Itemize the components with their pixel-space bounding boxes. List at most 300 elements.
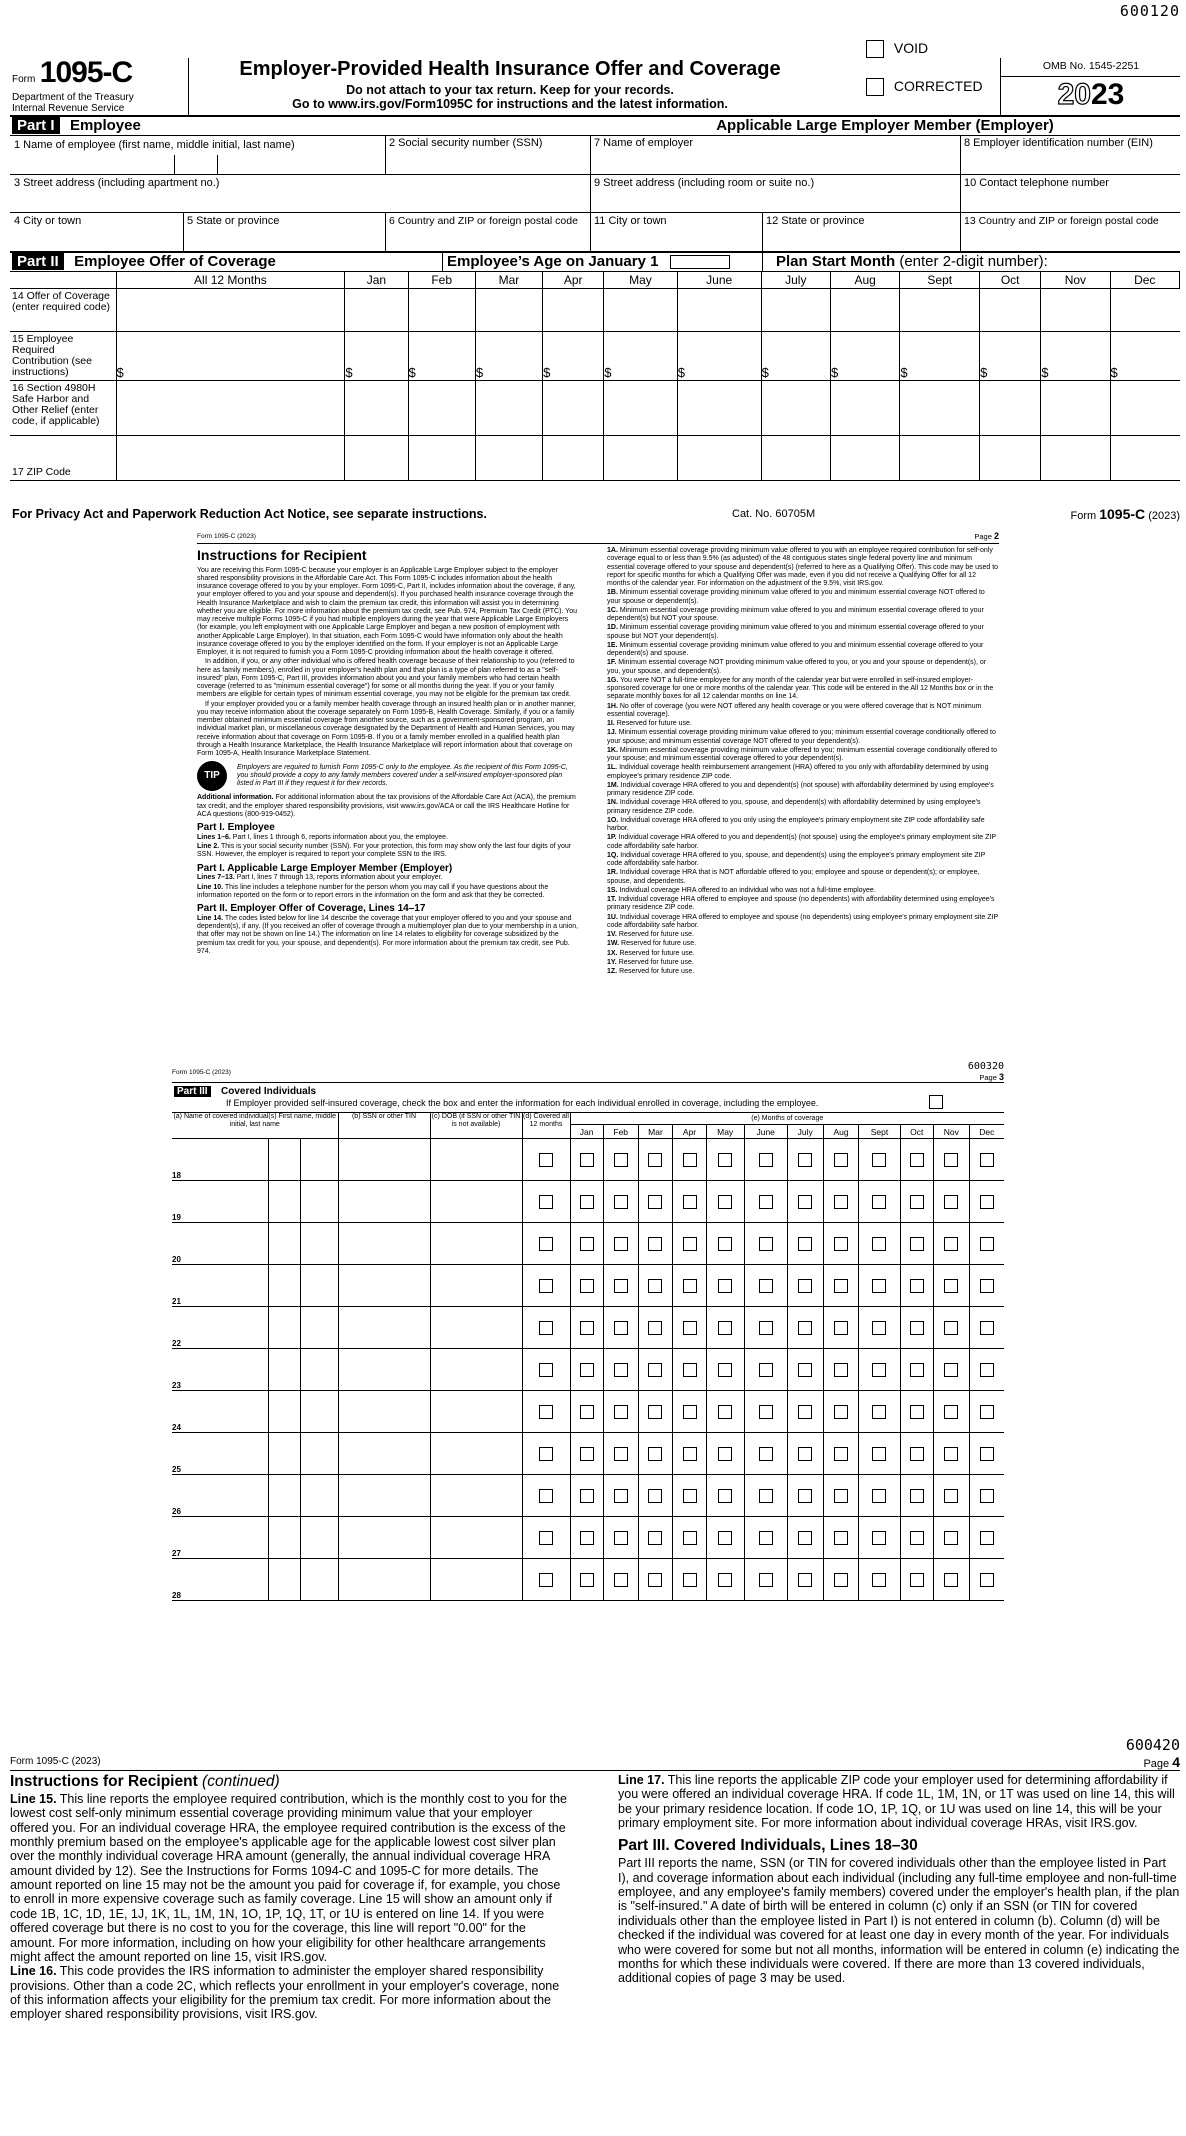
row-number-name-cell[interactable] [172,1223,268,1265]
name-part-cell[interactable] [268,1349,300,1391]
month-checkbox[interactable] [614,1405,628,1419]
cov-header-row [172,1113,1004,1125]
month-checkbox[interactable] [944,1447,958,1461]
offer-cell[interactable] [900,381,980,436]
name-part-cell[interactable] [300,1475,338,1517]
month-checkbox[interactable] [683,1489,697,1503]
ssn-cell[interactable] [338,1433,430,1475]
month-checkbox[interactable] [580,1531,594,1545]
row-number: 26 [172,1507,181,1516]
field-9-employer-street[interactable]: 9 Street address (including room or suite no.) [594,177,815,189]
offer-cell[interactable] [604,381,677,436]
month-checkbox[interactable] [614,1531,628,1545]
month-checkbox[interactable] [798,1405,812,1419]
month-coverage-cell [823,1559,859,1601]
offer-code: 1A. [607,547,618,554]
month-checkbox[interactable] [798,1153,812,1167]
offer-cell[interactable] [116,289,345,332]
month-checkbox[interactable] [980,1363,994,1377]
offer-cell[interactable] [761,436,830,481]
month-checkbox[interactable] [834,1153,848,1167]
month-checkbox[interactable] [944,1279,958,1293]
month-checkbox[interactable] [980,1279,994,1293]
month-checkbox[interactable] [798,1447,812,1461]
covered-all-12-checkbox[interactable] [539,1447,553,1461]
month-checkbox[interactable] [980,1573,994,1587]
month-checkbox[interactable] [718,1279,732,1293]
month-checkbox[interactable] [910,1279,924,1293]
name-part-cell[interactable] [300,1559,338,1601]
month-checkbox[interactable] [683,1363,697,1377]
month-checkbox[interactable] [872,1279,886,1293]
month-checkbox[interactable] [834,1573,848,1587]
ssn-cell[interactable] [338,1139,430,1181]
name-part-cell[interactable] [268,1223,300,1265]
offer-cell[interactable] [1041,436,1110,481]
offer-cell[interactable] [543,381,604,436]
dob-cell[interactable] [430,1391,522,1433]
name-part-cell[interactable] [300,1391,338,1433]
name-part-cell[interactable] [268,1391,300,1433]
ssn-cell[interactable] [338,1559,430,1601]
month-checkbox[interactable] [648,1363,662,1377]
field-2-ssn[interactable]: 2 Social security number (SSN) [389,137,543,149]
covered-all-12-checkbox[interactable] [539,1237,553,1251]
month-checkbox[interactable] [759,1195,773,1209]
month-checkbox[interactable] [759,1573,773,1587]
month-checkbox[interactable] [980,1153,994,1167]
offer-cell[interactable] [116,381,345,436]
void-checkbox[interactable] [866,40,884,58]
month-checkbox[interactable] [834,1237,848,1251]
month-coverage-cell [823,1433,859,1475]
month-checkbox[interactable] [683,1195,697,1209]
month-checkbox[interactable] [718,1531,732,1545]
month-checkbox[interactable] [580,1405,594,1419]
offer-cell[interactable] [677,381,761,436]
month-checkbox[interactable] [910,1531,924,1545]
month-checkbox[interactable] [648,1531,662,1545]
covered-all-12-checkbox[interactable] [539,1195,553,1209]
field-7-employer-name[interactable]: 7 Name of employer [594,137,694,149]
month-coverage-cell [933,1559,969,1601]
month-coverage-cell [823,1223,859,1265]
month-checkbox[interactable] [759,1321,773,1335]
offer-cell[interactable] [1110,289,1179,332]
offer-cell[interactable] [1110,332,1179,381]
employee-age-input[interactable] [670,255,730,269]
covered-all-12-cell [522,1475,570,1517]
covered-all-12-checkbox[interactable] [539,1279,553,1293]
month-checkbox[interactable] [614,1195,628,1209]
month-checkbox[interactable] [683,1321,697,1335]
covered-all-12-checkbox[interactable] [539,1321,553,1335]
offer-cell[interactable] [900,436,980,481]
name-part-cell[interactable] [300,1265,338,1307]
month-checkbox[interactable] [944,1153,958,1167]
month-checkbox[interactable] [872,1447,886,1461]
offer-cell[interactable] [980,332,1041,381]
offer-cell[interactable] [761,332,830,381]
month-checkbox[interactable] [798,1489,812,1503]
dob-cell[interactable] [430,1181,522,1223]
offer-cell[interactable] [543,436,604,481]
offer-code-item [607,914,999,931]
month-checkbox[interactable] [872,1363,886,1377]
offer-cell[interactable] [475,289,542,332]
row-number-name-cell[interactable] [172,1517,268,1559]
month-checkbox[interactable] [798,1363,812,1377]
field-5-state[interactable]: 5 State or province [187,215,280,227]
field-11-employer-city[interactable]: 11 City or town [594,215,667,227]
field-6-country-zip[interactable]: 6 Country and ZIP or foreign postal code [389,215,578,227]
offer-cell[interactable] [830,332,899,381]
offer-row-label: 16 Section 4980H Safe Harbor and Other Relief (enter code, if applicable) [10,381,116,436]
month-checkbox[interactable] [580,1573,594,1587]
month-checkbox[interactable] [834,1405,848,1419]
month-checkbox[interactable] [614,1279,628,1293]
name-part-cell[interactable] [300,1181,338,1223]
covered-all-12-checkbox[interactable] [539,1405,553,1419]
month-checkbox[interactable] [759,1405,773,1419]
month-checkbox[interactable] [872,1405,886,1419]
month-coverage-cell [706,1307,744,1349]
offer-cell[interactable] [1110,381,1179,436]
month-checkbox[interactable] [834,1489,848,1503]
month-checkbox[interactable] [614,1321,628,1335]
month-checkbox[interactable] [683,1279,697,1293]
month-coverage-cell [933,1181,969,1223]
month-checkbox[interactable] [759,1279,773,1293]
name-part-cell[interactable] [300,1223,338,1265]
month-checkbox[interactable] [580,1153,594,1167]
month-checkbox[interactable] [834,1279,848,1293]
month-checkbox[interactable] [980,1405,994,1419]
offer-cell[interactable] [677,436,761,481]
offer-code-item [607,950,999,958]
offer-cell[interactable] [761,289,830,332]
offer-cell[interactable] [345,289,408,332]
field-3-street[interactable]: 3 Street address (including apartment no.) [14,177,220,189]
month-checkbox[interactable] [980,1489,994,1503]
month-checkbox[interactable] [944,1405,958,1419]
row-number-name-cell[interactable] [172,1349,268,1391]
row-number-name-cell[interactable] [172,1181,268,1223]
month-coverage-cell [787,1265,823,1307]
month-checkbox[interactable] [834,1321,848,1335]
month-checkbox[interactable] [718,1405,732,1419]
dob-cell[interactable] [430,1307,522,1349]
offer-code: 1F. [607,659,617,667]
offer-cell[interactable] [604,289,677,332]
month-checkbox[interactable] [834,1531,848,1545]
month-checkbox[interactable] [648,1447,662,1461]
month-checkbox[interactable] [944,1363,958,1377]
row-number-name-cell[interactable] [172,1139,268,1181]
dob-cell[interactable] [430,1433,522,1475]
month-checkbox[interactable] [910,1363,924,1377]
page4-left-column [10,1773,572,2022]
offer-cell[interactable] [1041,381,1110,436]
name-part-cell[interactable] [268,1517,300,1559]
covered-all-12-checkbox[interactable] [539,1153,553,1167]
month-checkbox[interactable] [910,1447,924,1461]
month-checkbox[interactable] [580,1195,594,1209]
month-checkbox[interactable] [648,1153,662,1167]
name-part-cell[interactable] [300,1349,338,1391]
offer-cell[interactable] [116,436,345,481]
self-insured-checkbox[interactable] [929,1095,943,1109]
row-number-name-cell[interactable] [172,1307,268,1349]
name-part-cell[interactable] [300,1433,338,1475]
month-checkbox[interactable] [910,1195,924,1209]
dob-cell[interactable] [430,1265,522,1307]
dob-cell[interactable] [430,1349,522,1391]
offer-cell[interactable] [830,289,899,332]
offer-cell[interactable] [408,436,475,481]
month-checkbox[interactable] [980,1447,994,1461]
tax-year [1002,78,1180,112]
offer-code-item [607,659,999,676]
month-checkbox[interactable] [580,1489,594,1503]
month-checkbox[interactable] [980,1195,994,1209]
covered-all-12-checkbox[interactable] [539,1531,553,1545]
month-checkbox[interactable] [614,1573,628,1587]
offer-cell[interactable] [543,289,604,332]
field-10-phone[interactable]: 10 Contact telephone number [964,177,1109,189]
month-checkbox[interactable] [683,1531,697,1545]
ssn-cell[interactable] [338,1181,430,1223]
month-checkbox[interactable] [683,1237,697,1251]
field-4-city[interactable]: 4 City or town [14,215,82,227]
month-checkbox[interactable] [872,1237,886,1251]
offer-cell[interactable] [900,289,980,332]
month-checkbox[interactable] [718,1447,732,1461]
part3-header [174,1084,316,1096]
dob-cell[interactable] [430,1517,522,1559]
month-checkbox[interactable] [580,1279,594,1293]
row-number-name-cell[interactable] [172,1559,268,1601]
month-checkbox[interactable] [910,1405,924,1419]
row-number-name-cell[interactable] [172,1391,268,1433]
month-checkbox[interactable] [872,1489,886,1503]
month-checkbox[interactable] [718,1321,732,1335]
ssn-cell[interactable] [338,1475,430,1517]
field-12-employer-state[interactable]: 12 State or province [766,215,865,227]
offer-cell[interactable] [345,381,408,436]
month-checkbox[interactable] [718,1363,732,1377]
month-coverage-cell [744,1181,787,1223]
month-checkbox[interactable] [718,1195,732,1209]
month-checkbox[interactable] [910,1489,924,1503]
month-checkbox[interactable] [872,1531,886,1545]
name-part-cell[interactable] [300,1307,338,1349]
page4-title [10,1773,572,1791]
h-part1-employee: Part I. Employee [197,822,275,834]
offer-cell[interactable] [604,436,677,481]
covered-all-12-checkbox[interactable] [539,1573,553,1587]
offer-cell[interactable] [830,436,899,481]
offer-cell[interactable] [1110,436,1179,481]
month-checkbox[interactable] [872,1153,886,1167]
month-checkbox[interactable] [759,1447,773,1461]
offer-cell[interactable] [1041,289,1110,332]
month-checkbox[interactable] [944,1237,958,1251]
offer-cell[interactable] [980,436,1041,481]
void-option[interactable] [866,40,928,58]
name-part-cell[interactable] [268,1181,300,1223]
name-part-cell[interactable] [268,1265,300,1307]
ssn-cell[interactable] [338,1223,430,1265]
month-checkbox[interactable] [683,1573,697,1587]
month-checkbox[interactable] [872,1573,886,1587]
month-checkbox[interactable] [798,1573,812,1587]
ssn-cell[interactable] [338,1307,430,1349]
covered-individual-row [172,1559,1004,1601]
month-checkbox[interactable] [648,1489,662,1503]
name-part-cell[interactable] [268,1559,300,1601]
month-checkbox[interactable] [980,1321,994,1335]
month-checkbox[interactable] [614,1237,628,1251]
ssn-cell[interactable] [338,1391,430,1433]
month-checkbox[interactable] [759,1153,773,1167]
catalog-number: Cat. No. 60705M [732,508,816,520]
row-number-name-cell[interactable] [172,1265,268,1307]
name-part-cell[interactable] [268,1433,300,1475]
month-checkbox[interactable] [718,1237,732,1251]
month-checkbox[interactable] [648,1573,662,1587]
name-part-cell[interactable] [300,1517,338,1559]
month-checkbox[interactable] [798,1279,812,1293]
month-checkbox[interactable] [798,1237,812,1251]
month-checkbox[interactable] [580,1447,594,1461]
month-checkbox[interactable] [648,1321,662,1335]
month-checkbox[interactable] [980,1531,994,1545]
offer-cell[interactable] [345,332,408,381]
month-checkbox[interactable] [910,1237,924,1251]
offer-cell[interactable] [475,332,542,381]
offer-cell[interactable] [475,436,542,481]
month-checkbox[interactable] [798,1531,812,1545]
month-checkbox[interactable] [944,1195,958,1209]
offer-cell[interactable] [830,381,899,436]
month-checkbox[interactable] [759,1489,773,1503]
month-checkbox[interactable] [614,1363,628,1377]
month-checkbox[interactable] [759,1237,773,1251]
name-part-cell[interactable] [268,1475,300,1517]
month-checkbox[interactable] [614,1489,628,1503]
line-14-text: The codes listed below for line 14 describe the coverage that your employer offered to you and your spouse and dependent(s), if any. (If you received an offer of coverage through a multiemployer plan due to your membership in a union, that offer may not be shown on line 14.) The information on line 14 relates to eligibility for coverage subsidized by the premium tax credit for you, your spouse, and dependent(s). For more information about the premium tax credit, see Pub. 974. [197,914,579,955]
offer-cell[interactable] [677,289,761,332]
month-checkbox[interactable] [910,1153,924,1167]
field-1-employee-name[interactable]: 1 Name of employee (first name, middle initial, last name) [14,139,295,151]
dob-cell[interactable] [430,1139,522,1181]
month-checkbox[interactable] [872,1321,886,1335]
month-checkbox[interactable] [834,1447,848,1461]
dob-cell[interactable] [430,1559,522,1601]
offer-cell[interactable] [980,381,1041,436]
month-checkbox[interactable] [798,1321,812,1335]
form-subtitle-1: Do not attach to your tax return. Keep for your records. [346,83,674,97]
offer-cell[interactable] [345,436,408,481]
month-checkbox[interactable] [718,1153,732,1167]
month-checkbox[interactable] [580,1237,594,1251]
dob-cell[interactable] [430,1475,522,1517]
month-checkbox[interactable] [759,1531,773,1545]
month-checkbox[interactable] [980,1237,994,1251]
offer-cell[interactable] [408,381,475,436]
month-checkbox[interactable] [614,1153,628,1167]
field-8-ein[interactable]: 8 Employer identification number (EIN) [964,137,1153,149]
month-checkbox[interactable] [614,1447,628,1461]
offer-cell[interactable] [980,289,1041,332]
month-checkbox[interactable] [910,1573,924,1587]
month-checkbox[interactable] [718,1573,732,1587]
month-checkbox[interactable] [718,1489,732,1503]
covered-all-12-checkbox[interactable] [539,1489,553,1503]
corrected-checkbox[interactable] [866,78,884,96]
row-number-name-cell[interactable] [172,1475,268,1517]
offer-cell[interactable] [761,381,830,436]
month-checkbox[interactable] [834,1195,848,1209]
name-part-cell[interactable] [300,1139,338,1181]
month-checkbox[interactable] [683,1153,697,1167]
offer-cell[interactable] [408,332,475,381]
month-checkbox[interactable] [683,1447,697,1461]
month-checkbox[interactable] [798,1195,812,1209]
month-checkbox[interactable] [910,1321,924,1335]
month-checkbox[interactable] [683,1405,697,1419]
month-coverage-cell [744,1349,787,1391]
covered-all-12-checkbox[interactable] [539,1363,553,1377]
field-13-employer-country-zip[interactable]: 13 Country and ZIP or foreign postal code [964,215,1159,227]
month-checkbox[interactable] [580,1363,594,1377]
dob-cell[interactable] [430,1223,522,1265]
month-coverage-cell [673,1349,706,1391]
offer-cell[interactable] [677,332,761,381]
offer-cell[interactable] [408,289,475,332]
month-checkbox[interactable] [944,1321,958,1335]
month-checkbox[interactable] [944,1531,958,1545]
month-checkbox[interactable] [648,1279,662,1293]
corrected-option[interactable] [866,78,983,96]
offer-cell[interactable] [604,332,677,381]
offer-cell[interactable] [475,381,542,436]
month-checkbox[interactable] [648,1405,662,1419]
month-checkbox[interactable] [834,1363,848,1377]
month-checkbox[interactable] [872,1195,886,1209]
name-part-cell[interactable] [268,1139,300,1181]
ssn-cell[interactable] [338,1265,430,1307]
month-checkbox[interactable] [944,1573,958,1587]
month-checkbox[interactable] [580,1321,594,1335]
offer-cell[interactable] [900,332,980,381]
part2-title: Employee Offer of Coverage [74,253,276,270]
offer-cell[interactable] [1041,332,1110,381]
row-number-name-cell[interactable] [172,1433,268,1475]
page3-page-word: Page [979,1073,997,1082]
month-checkbox[interactable] [944,1489,958,1503]
ssn-cell[interactable] [338,1349,430,1391]
offer-cell[interactable] [116,332,345,381]
offer-cell[interactable] [543,332,604,381]
ssn-cell[interactable] [338,1517,430,1559]
offer-code-description: Individual coverage HRA offered to you and dependent(s) (not spouse) with affordability determined by using employee's primary residence ZIP code. [607,781,994,797]
month-checkbox[interactable] [648,1237,662,1251]
month-checkbox[interactable] [648,1195,662,1209]
month-checkbox[interactable] [759,1363,773,1377]
name-part-cell[interactable] [268,1307,300,1349]
